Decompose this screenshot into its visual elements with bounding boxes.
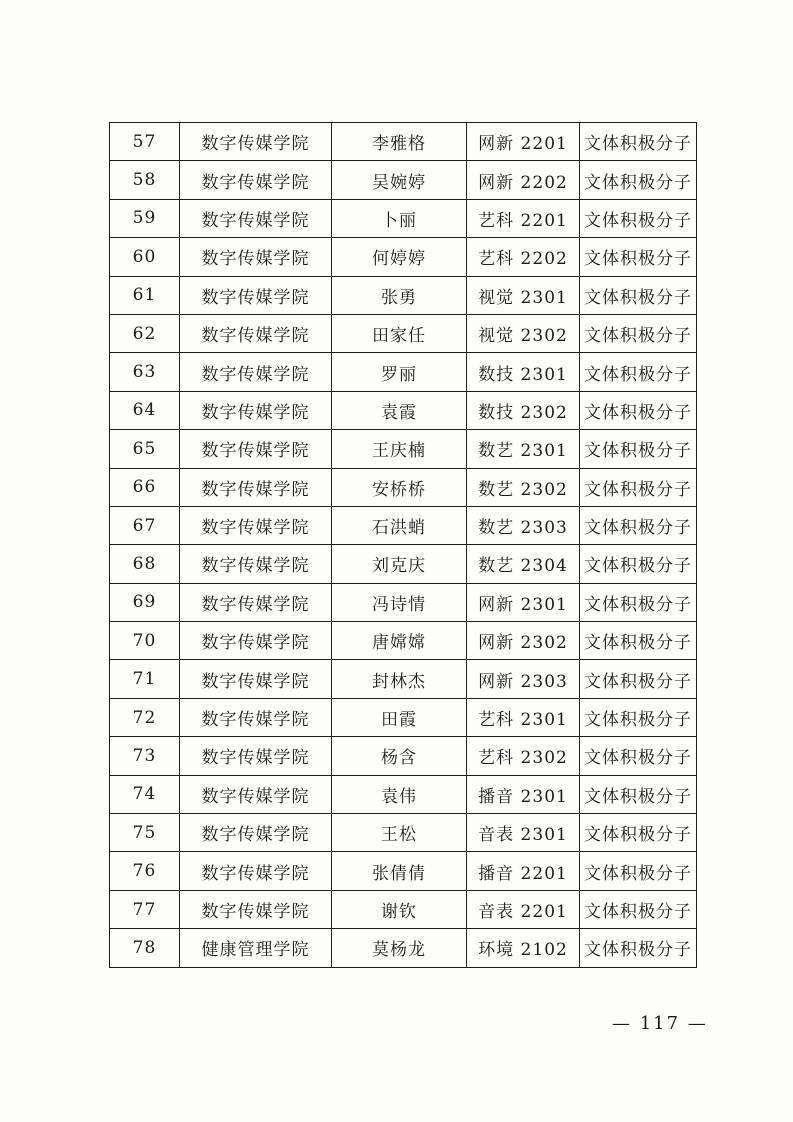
student-name-cell: 唐嫦嫦 [332, 622, 467, 660]
table-row [110, 391, 697, 429]
class-cell: 音表 2301 [467, 814, 580, 852]
class-cell: 网新 2302 [467, 622, 580, 660]
row-number-cell: 66 [110, 468, 180, 506]
award-cell: 文体积极分子 [580, 545, 697, 583]
row-number-cell: 61 [110, 276, 180, 314]
student-name-cell: 谢钦 [332, 890, 467, 928]
college-cell: 数字传媒学院 [180, 391, 332, 429]
row-number-cell: 69 [110, 583, 180, 621]
college-cell: 数字传媒学院 [180, 583, 332, 621]
student-name-cell: 安桥桥 [332, 468, 467, 506]
college-cell: 数字传媒学院 [180, 814, 332, 852]
award-cell: 文体积极分子 [580, 199, 697, 237]
student-name-cell: 李雅格 [332, 123, 467, 161]
college-cell: 数字传媒学院 [180, 276, 332, 314]
award-cell: 文体积极分子 [580, 852, 697, 890]
award-cell: 文体积极分子 [580, 622, 697, 660]
page-number: — 117 — [612, 1013, 708, 1034]
student-name-cell: 王庆楠 [332, 430, 467, 468]
class-cell: 艺科 2202 [467, 238, 580, 276]
row-number-cell: 62 [110, 314, 180, 352]
award-cell: 文体积极分子 [580, 737, 697, 775]
award-cell: 文体积极分子 [580, 814, 697, 852]
award-cell: 文体积极分子 [580, 698, 697, 736]
class-cell: 艺科 2302 [467, 737, 580, 775]
class-cell: 播音 2201 [467, 852, 580, 890]
table-row [110, 583, 697, 621]
class-cell: 网新 2202 [467, 161, 580, 199]
award-cell: 文体积极分子 [580, 276, 697, 314]
college-cell: 数字传媒学院 [180, 506, 332, 544]
row-number-cell: 63 [110, 353, 180, 391]
student-name-cell: 杨含 [332, 737, 467, 775]
college-cell: 数字传媒学院 [180, 622, 332, 660]
table-row [110, 698, 697, 736]
college-cell: 数字传媒学院 [180, 314, 332, 352]
table-row [110, 430, 697, 468]
student-name-cell: 田家任 [332, 314, 467, 352]
table-row [110, 814, 697, 852]
table-row [110, 238, 697, 276]
college-cell: 健康管理学院 [180, 929, 332, 967]
table-row [110, 775, 697, 813]
class-cell: 数艺 2302 [467, 468, 580, 506]
class-cell: 网新 2301 [467, 583, 580, 621]
student-name-cell: 封林杰 [332, 660, 467, 698]
award-cell: 文体积极分子 [580, 660, 697, 698]
table-row [110, 161, 697, 199]
college-cell: 数字传媒学院 [180, 545, 332, 583]
class-cell: 网新 2201 [467, 123, 580, 161]
student-name-cell: 冯诗情 [332, 583, 467, 621]
student-name-cell: 张倩倩 [332, 852, 467, 890]
student-name-cell: 王松 [332, 814, 467, 852]
class-cell: 艺科 2301 [467, 698, 580, 736]
table-row [110, 314, 697, 352]
student-name-cell: 张勇 [332, 276, 467, 314]
award-cell: 文体积极分子 [580, 929, 697, 967]
row-number-cell: 64 [110, 391, 180, 429]
class-cell: 数艺 2304 [467, 545, 580, 583]
row-number-cell: 71 [110, 660, 180, 698]
college-cell: 数字传媒学院 [180, 430, 332, 468]
award-cell: 文体积极分子 [580, 391, 697, 429]
table-row [110, 622, 697, 660]
row-number-cell: 68 [110, 545, 180, 583]
roster-table [109, 122, 697, 968]
row-number-cell: 59 [110, 199, 180, 237]
award-cell: 文体积极分子 [580, 353, 697, 391]
row-number-cell: 58 [110, 161, 180, 199]
college-cell: 数字传媒学院 [180, 468, 332, 506]
college-cell: 数字传媒学院 [180, 852, 332, 890]
college-cell: 数字传媒学院 [180, 199, 332, 237]
award-cell: 文体积极分子 [580, 890, 697, 928]
class-cell: 视觉 2302 [467, 314, 580, 352]
class-cell: 环境 2102 [467, 929, 580, 967]
award-cell: 文体积极分子 [580, 775, 697, 813]
college-cell: 数字传媒学院 [180, 698, 332, 736]
student-name-cell: 卜丽 [332, 199, 467, 237]
student-name-cell: 罗丽 [332, 353, 467, 391]
table-row [110, 545, 697, 583]
student-name-cell: 刘克庆 [332, 545, 467, 583]
award-cell: 文体积极分子 [580, 314, 697, 352]
student-name-cell: 袁霞 [332, 391, 467, 429]
row-number-cell: 67 [110, 506, 180, 544]
class-cell: 音表 2201 [467, 890, 580, 928]
college-cell: 数字传媒学院 [180, 238, 332, 276]
class-cell: 播音 2301 [467, 775, 580, 813]
row-number-cell: 75 [110, 814, 180, 852]
class-cell: 数艺 2301 [467, 430, 580, 468]
college-cell: 数字传媒学院 [180, 353, 332, 391]
college-cell: 数字传媒学院 [180, 123, 332, 161]
class-cell: 数艺 2303 [467, 506, 580, 544]
award-cell: 文体积极分子 [580, 123, 697, 161]
row-number-cell: 74 [110, 775, 180, 813]
student-name-cell: 何婷婷 [332, 238, 467, 276]
table-row [110, 660, 697, 698]
college-cell: 数字传媒学院 [180, 737, 332, 775]
table-row [110, 852, 697, 890]
student-name-cell: 袁伟 [332, 775, 467, 813]
class-cell: 数技 2301 [467, 353, 580, 391]
class-cell: 视觉 2301 [467, 276, 580, 314]
student-name-cell: 田霞 [332, 698, 467, 736]
college-cell: 数字传媒学院 [180, 161, 332, 199]
table-row [110, 468, 697, 506]
award-cell: 文体积极分子 [580, 161, 697, 199]
class-cell: 数技 2302 [467, 391, 580, 429]
student-name-cell: 莫杨龙 [332, 929, 467, 967]
student-name-cell: 吴婉婷 [332, 161, 467, 199]
table-row [110, 199, 697, 237]
row-number-cell: 57 [110, 123, 180, 161]
table-row [110, 276, 697, 314]
student-name-cell: 石洪蛸 [332, 506, 467, 544]
row-number-cell: 77 [110, 890, 180, 928]
class-cell: 艺科 2201 [467, 199, 580, 237]
award-cell: 文体积极分子 [580, 506, 697, 544]
award-cell: 文体积极分子 [580, 583, 697, 621]
row-number-cell: 72 [110, 698, 180, 736]
table-row [110, 353, 697, 391]
table-row [110, 737, 697, 775]
row-number-cell: 73 [110, 737, 180, 775]
table-row [110, 506, 697, 544]
class-cell: 网新 2303 [467, 660, 580, 698]
row-number-cell: 70 [110, 622, 180, 660]
row-number-cell: 60 [110, 238, 180, 276]
table-row [110, 123, 697, 161]
award-cell: 文体积极分子 [580, 238, 697, 276]
table-row [110, 890, 697, 928]
college-cell: 数字传媒学院 [180, 890, 332, 928]
table-row [110, 929, 697, 967]
college-cell: 数字传媒学院 [180, 775, 332, 813]
award-cell: 文体积极分子 [580, 468, 697, 506]
row-number-cell: 65 [110, 430, 180, 468]
row-number-cell: 76 [110, 852, 180, 890]
row-number-cell: 78 [110, 929, 180, 967]
college-cell: 数字传媒学院 [180, 660, 332, 698]
roster-table-body [110, 123, 697, 968]
award-cell: 文体积极分子 [580, 430, 697, 468]
